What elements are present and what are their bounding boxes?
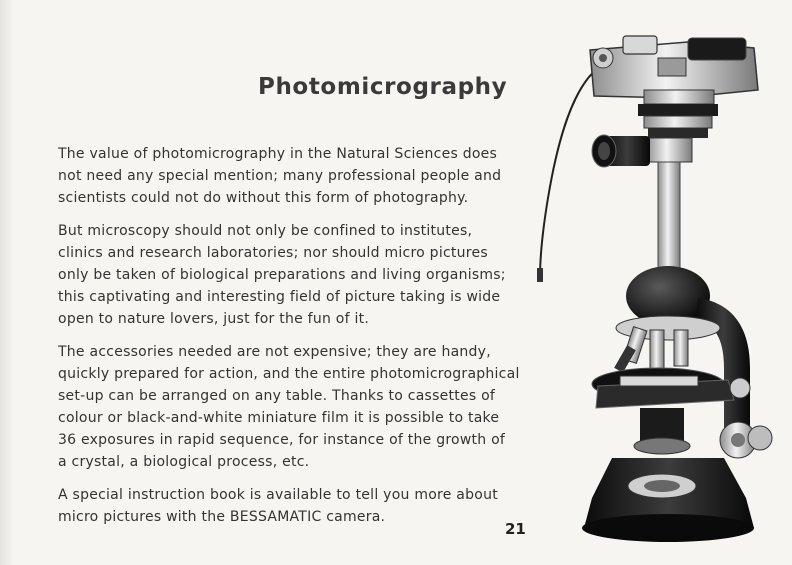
microscope-base: [582, 458, 754, 542]
text-line: not need any special mention; many professional people and: [58, 168, 502, 184]
body-text: [58, 143, 524, 539]
cable-tip: [537, 268, 543, 282]
page-title: Photomicrography: [258, 74, 508, 100]
paragraph-intro: [58, 143, 524, 209]
text-line: a crystal, a biological process, etc.: [58, 454, 310, 470]
text-line: only be taken of biological preparations and living organisms;: [58, 267, 506, 283]
text-line: But microscopy should not only be confined to institutes,: [58, 223, 473, 239]
text-line: A special instruction book is available to tell you more about: [58, 487, 498, 503]
text-line: colour or black-and-white miniature film it is possible to take: [58, 410, 500, 426]
text-line: 36 exposures in rapid sequence, for instance of the growth of: [58, 432, 506, 448]
microscope-camera-photo: [528, 28, 792, 548]
paragraph-microscopy: [58, 220, 524, 330]
text-line: clinics and research laboratories; nor should micro pictures: [58, 245, 488, 261]
page-number: 21: [505, 520, 526, 538]
cable-release: [540, 68, 598, 278]
microscope-tube: [658, 162, 680, 282]
paragraph-instruction-book: [58, 484, 524, 528]
text-line: scientists could not do without this form of photography.: [58, 190, 469, 206]
paragraph-accessories: [58, 341, 524, 473]
focus-knob: [720, 422, 772, 458]
text-line: open to nature lovers, just for the fun of it.: [58, 311, 370, 327]
text-line: micro pictures with the BESSAMATIC camera.: [58, 509, 386, 525]
objective-turret: [614, 316, 720, 373]
text-line: The value of photomicrography in the Natural Sciences does: [58, 146, 498, 162]
text-line: set-up can be arranged on any table. Thanks to cassettes of: [58, 388, 496, 404]
page-edge-shadow: [0, 0, 14, 565]
text-line: this captivating and interesting field of picture taking is wide: [58, 289, 501, 305]
text-line: The accessories needed are not expensive; they are handy,: [58, 344, 491, 360]
lens-rings: [638, 90, 718, 138]
text-line: quickly prepared for action, and the entire photomicrographical: [58, 366, 520, 382]
camera-body: [590, 36, 758, 98]
